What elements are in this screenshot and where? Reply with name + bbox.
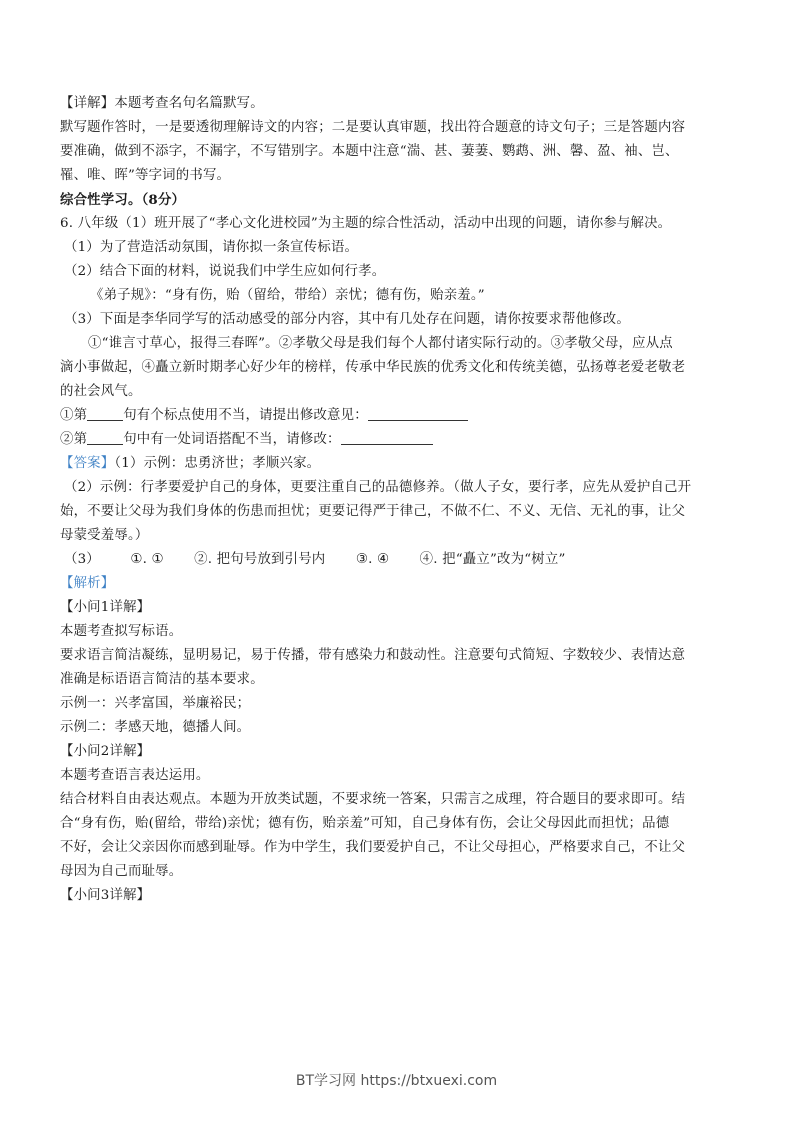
answer-3-item: ①. ① bbox=[130, 552, 164, 567]
question-6-2: （2）结合下面的材料，说说我们中学生应如何行孝。 bbox=[64, 264, 386, 279]
paragraph-line: 合“身有伤，贻(留给，带给)亲忧；德有伤，贻亲羞”可知，自己身体有伤，会让父母因此而担忧；品德 bbox=[60, 816, 670, 831]
fill-blank-1 bbox=[60, 404, 732, 428]
passage-line: ①“谁言寸草心，报得三春晖”。②孝敬父母是我们每个人都付诸实际行动的。③孝敬父母，应从点 bbox=[88, 336, 673, 351]
fill-label: 句中有一处词语搭配不当，请修改： bbox=[123, 432, 341, 447]
paragraph-line: 要求语言简洁凝练，显明易记，易于传播，带有感染力和鼓动性。注意要句式简短、字数较少、表情达意 bbox=[60, 648, 686, 663]
document-page bbox=[60, 92, 732, 908]
blank-line bbox=[87, 430, 123, 445]
answer-1: （1）示例：忠勇济世；孝顺兴家。 bbox=[114, 456, 321, 471]
passage-line: 滴小事做起，④矗立新时期孝心好少年的榜样，传承中华民族的优秀文化和传统美德，弘扬尊老爱老敬老 bbox=[60, 360, 686, 375]
question-6: 6. 八年级（1）班开展了“孝心文化进校园”为主题的综合性活动，活动中出现的问题，请你参与解决。 bbox=[60, 216, 672, 231]
sub2-title: 【小问2详解】 bbox=[60, 744, 151, 759]
paragraph-line: 本题考查拟写标语。 bbox=[60, 624, 183, 639]
passage-line: 的社会风气。 bbox=[60, 384, 142, 399]
blank-line bbox=[341, 430, 433, 445]
section-title: 综合性学习。（8分） bbox=[60, 192, 186, 208]
sub1-title: 【小问1详解】 bbox=[60, 600, 151, 615]
sub3-title: 【小问3详解】 bbox=[60, 888, 151, 903]
paragraph-line: 本题考查语言表达运用。 bbox=[60, 768, 210, 783]
fill-label: ②第 bbox=[60, 432, 88, 447]
question-6-3: （3）下面是李华同学写的活动感受的部分内容，其中有几处存在问题，请你按要求帮他修改。 bbox=[64, 312, 630, 327]
paragraph-line: 结合材料自由表达观点。本题为开放类试题，不要求统一答案，只需言之成理，符合题目的要求即可。结 bbox=[60, 792, 686, 807]
paragraph-line: 默写题作答时，一是要透彻理解诗文的内容；二是要认真审题，找出符合题意的诗文句子；三是答题内容 bbox=[60, 120, 686, 135]
question-6-1: （1）为了营造活动氛围，请你拟一条宣传标语。 bbox=[64, 240, 359, 255]
fill-label: ①第 bbox=[60, 408, 88, 423]
paragraph-line: 示例二：孝感天地，德播人间。 bbox=[60, 720, 251, 735]
quote-dizigui: 《弟子规》：“身有伤，贻（留给，带给）亲忧；德有伤，贻亲羞。” bbox=[90, 288, 485, 303]
answer-line bbox=[60, 452, 732, 476]
analysis-label: 【解析】 bbox=[60, 576, 115, 591]
answer-3-item: ②. 把句号放到引号内 bbox=[194, 552, 326, 567]
footer-watermark: BT学习网 https://btxuexi.com bbox=[295, 1073, 498, 1089]
answer-3 bbox=[60, 548, 732, 572]
paragraph-line: 准确是标语语言简洁的基本要求。 bbox=[60, 672, 264, 687]
blank-line bbox=[87, 406, 123, 421]
fill-blank-2 bbox=[60, 428, 732, 452]
answer-label: 【答案】 bbox=[60, 456, 115, 471]
paragraph-line: 罹、唯、晖”等字词的书写。 bbox=[60, 168, 231, 183]
paragraph-line: 要准确，做到不添字，不漏字，不写错别字。本题中注意“湍、甚、萋萋、鹦鹉、洲、馨、盈、袖、岂、 bbox=[60, 144, 679, 159]
detail-heading: 【详解】本题考查名句名篇默写。 bbox=[60, 96, 264, 111]
answer-2: 始，不要让父母为我们身体的伤患而担忧；更要记得严于律己，不做不仁、不义、无信、无礼的事，让父 bbox=[60, 504, 686, 519]
answer-3-item: ④. 把“矗立”改为“树立” bbox=[419, 552, 566, 567]
answer-3-prefix: （3） bbox=[64, 552, 100, 567]
paragraph-line: 不好，会让父亲因你而感到耻辱。作为中学生，我们要爱护自己，不让父母担心，严格要求自己，不让父 bbox=[60, 840, 686, 855]
paragraph-line: 母因为自己而耻辱。 bbox=[60, 864, 183, 879]
answer-3-item: ③. ④ bbox=[355, 552, 390, 567]
answer-2: 母蒙受羞辱。） bbox=[60, 528, 149, 543]
fill-label: 句有个标点使用不当，请提出修改意见： bbox=[123, 408, 368, 423]
blank-line bbox=[368, 406, 468, 421]
paragraph-line: 示例一：兴孝富国，举廉裕民； bbox=[60, 696, 251, 711]
answer-2: （2）示例：行孝要爱护自己的身体，更要注重自己的品德修养。（做人子女，要行孝，应先从爱护自己开 bbox=[64, 480, 692, 495]
